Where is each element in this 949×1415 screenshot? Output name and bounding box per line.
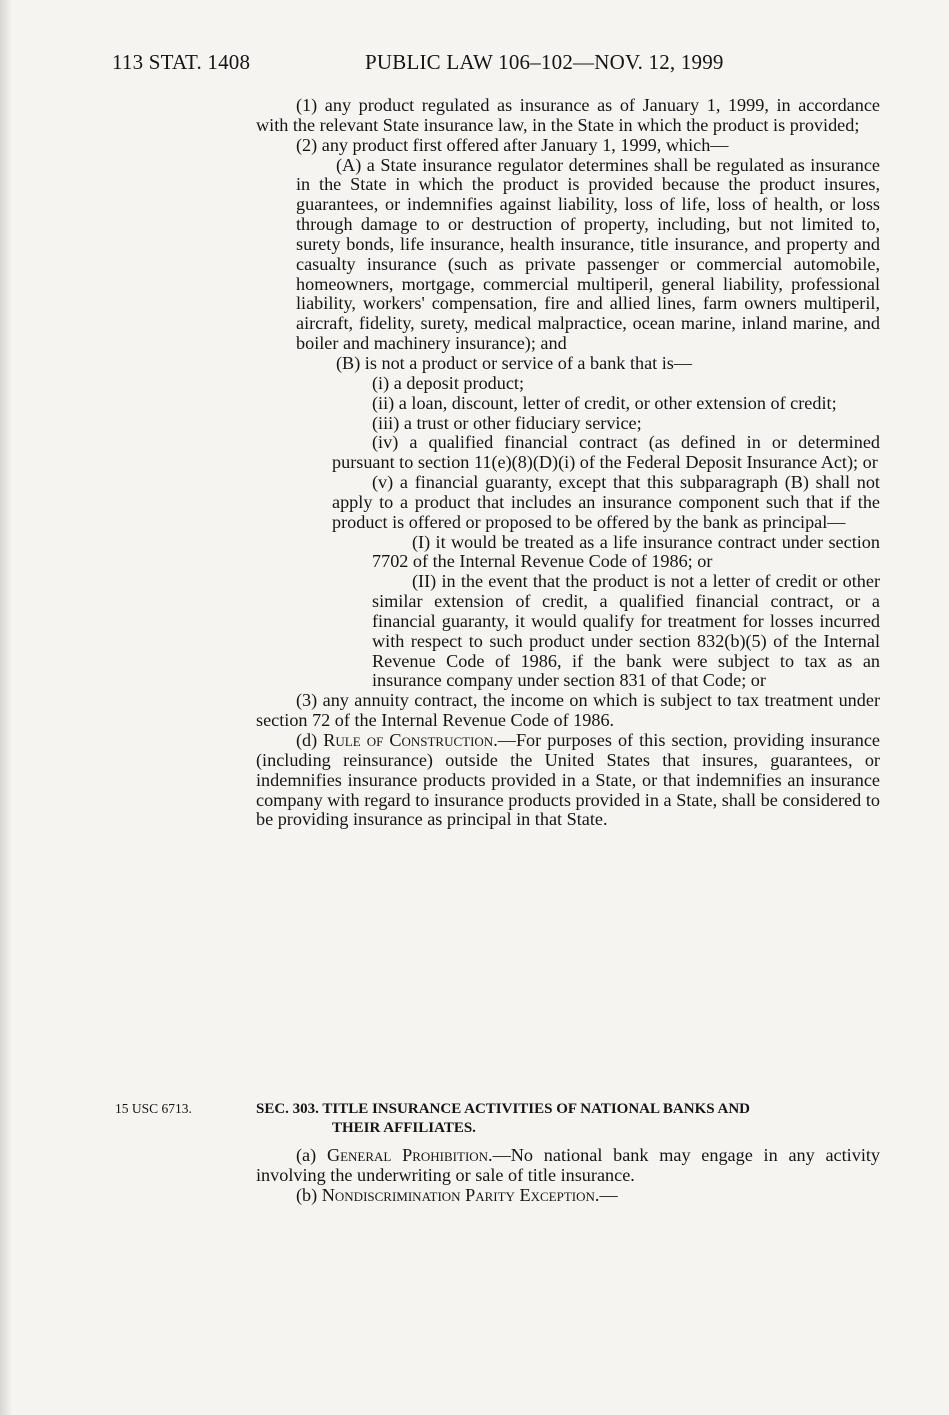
main-text-block <box>256 96 880 830</box>
section-303-subsection-a <box>256 1146 880 1186</box>
clause-iii: (iii) a trust or other fiduciary service; <box>372 412 642 433</box>
subclause-I: (I) it would be treated as a life insurance contract under section 7702 of the Internal Revenue Code of 1986; or <box>372 531 880 572</box>
clause-i: (i) a deposit product; <box>372 372 525 393</box>
running-header-title: PUBLIC LAW 106–102—NOV. 12, 1999 <box>365 50 724 74</box>
paragraph-2: (2) any product first offered after January 1, 1999, which— <box>296 134 729 155</box>
subsection-a-text: —No national bank may engage in any activity involving the underwriting or sale of title insurance. <box>256 1145 881 1185</box>
paragraph-3: (3) any annuity contract, the income on which is subject to tax treatment under section 72 of the Internal Revenue Code of 1986. <box>256 690 880 731</box>
subclause-II: (II) in the event that the product is not a letter of credit or other similar extension of credit, a qualified financial contract, or a financial guaranty, it would qualify for treatment for losses incurred with respect to such product under section 832(b)(5) of the Internal Revenue Code of 1986, if the bank were subject to tax as an insurance company under section 831 of that Code; or <box>372 571 880 691</box>
clause-iv: (iv) a qualified financial contract (as defined in or determined pursuant to section 11(e)(8)(D)(i) of the Federal Deposit Insurance Act); or <box>332 432 880 473</box>
section-303-heading-line2: THEIR AFFILIATES. <box>332 1120 476 1136</box>
paragraph-1: (1) any product regulated as insurance as of January 1, 1999, in accordance with the relevant State insurance law, in the State in which the product is provided; <box>256 95 880 135</box>
clause-ii: (ii) a loan, discount, letter of credit, or other extension of credit; <box>372 392 837 413</box>
subsection-b-heading: Nondiscrimination Parity Exception. <box>321 1184 600 1205</box>
section-303-heading-line1: SEC. 303. TITLE INSURANCE ACTIVITIES OF NATIONAL BANKS AND <box>256 1101 751 1117</box>
subparagraph-b: (B) is not a product or service of a bank that is— <box>336 352 693 373</box>
subsection-d-heading: Rule of Construction. <box>323 730 498 750</box>
statute-page-number: 113 STAT. 1408 <box>112 50 251 74</box>
clause-v: (v) a financial guaranty, except that this subparagraph (B) shall not apply to a product that includes an insurance component such that if the product is offered or proposed to be offered by the bank as principal— <box>332 472 880 532</box>
subsection-a-label: (a) <box>296 1145 327 1165</box>
subsection-a-heading: General Prohibition. <box>326 1145 493 1165</box>
subsection-d <box>216 731 880 830</box>
section-303-heading <box>256 1100 880 1138</box>
page-edge-shadow <box>0 0 12 1415</box>
usc-margin-note: 15 USC 6713. <box>115 1101 192 1116</box>
section-303-block <box>256 1100 880 1206</box>
subsection-b-label: (b) <box>296 1184 322 1205</box>
subparagraph-a: (A) a State insurance regulator determines shall be regulated as insurance in the State in which the product is provided because the product insures, guarantees, or indemnifies against liability, loss of life, loss of health, or loss through damage to or destruction of property, including, but not limited to, surety bonds, life insurance, health insurance, title insurance, and property and casualty insurance (such as private passenger or commercial automobile, homeowners, mortgage, commercial multiperil, general liability, professional liability, workers' compensation, fire and allied lines, farm owners multiperil, aircraft, fidelity, surety, medical malpractice, ocean marine, inland marine, and boiler and machinery insurance); and <box>296 154 880 354</box>
section-303-subsection-b <box>256 1186 880 1206</box>
subsection-d-label: (d) <box>296 730 324 750</box>
subsection-b-text: — <box>599 1184 618 1205</box>
subsection-d-text: —For purposes of this section, providing insurance (including reinsurance) outside the United States that insures, guarantees, or indemnifies insurance products provided in a State, or that indemnifies an insurance company with regard to insurance products provided in a State, shall be considered to be providing insurance as principal in that State. <box>256 730 880 830</box>
